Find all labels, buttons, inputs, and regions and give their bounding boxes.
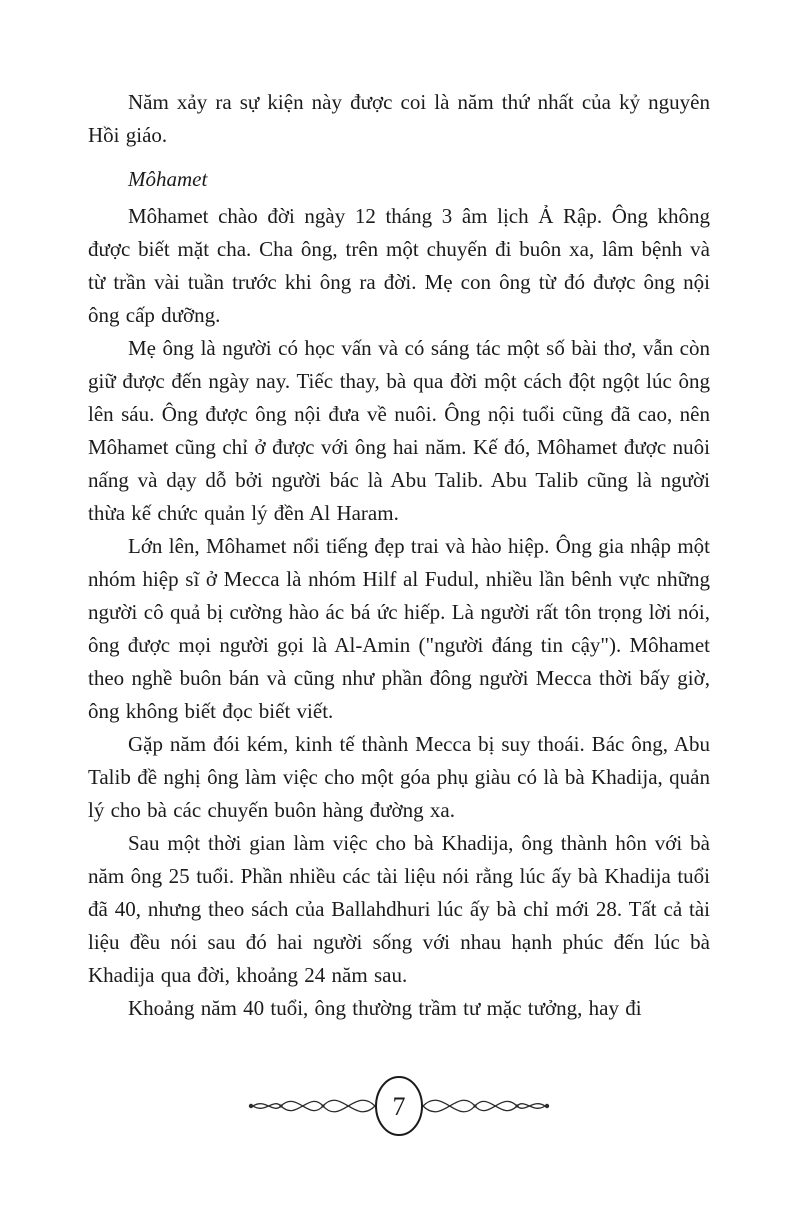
page-footer bbox=[0, 1072, 798, 1140]
paragraph: Lớn lên, Môhamet nổi tiếng đẹp trai và hào hiệp. Ông gia nhập một nhóm hiệp sĩ ở Mecca là nhóm Hilf al Fudul, nhiều lần bênh vực những người cô quả bị cường hào ác bá ức hiếp. Là người rất tôn trọng lời nói, ông được mọi người gọi là Al-Amin ("người đáng tin cậy"). Môhamet theo nghề buôn bán và cũng như phần đông người Mecca thời bấy giờ, ông không biết đọc biết viết. bbox=[88, 534, 710, 723]
page-number: 7 bbox=[392, 1092, 406, 1121]
paragraph: Gặp năm đói kém, kinh tế thành Mecca bị suy thoái. Bác ông, Abu Talib đề nghị ông làm việc cho một góa phụ giàu có là bà Khadija, quản lý cho bà các chuyến buôn hàng đường xa. bbox=[88, 732, 710, 822]
page-text bbox=[88, 86, 710, 1025]
paragraph: Sau một thời gian làm việc cho bà Khadija, ông thành hôn với bà năm ông 25 tuổi. Phần nhiều các tài liệu nói rằng lúc ấy bà Khadija tuổi đã 40, nhưng theo sách của Ballahdhuri lúc ấy bà chỉ mới 28. Tất cả tài liệu đều nói sau đó hai người sống với nhau hạnh phúc đến lúc bà Khadija qua đời, khoảng 24 năm sau. bbox=[88, 831, 710, 987]
paragraph: Năm xảy ra sự kiện này được coi là năm thứ nhất của kỷ nguyên Hồi giáo. bbox=[88, 90, 710, 147]
footer-flourish-icon bbox=[239, 1072, 559, 1140]
paragraph: Môhamet chào đời ngày 12 tháng 3 âm lịch Ả Rập. Ông không được biết mặt cha. Cha ông, trên một chuyến đi buôn xa, lâm bệnh và từ trần vài tuần trước khi ông ra đời. Mẹ con ông từ đó được ông nội ông cấp dưỡng. bbox=[88, 204, 710, 327]
paragraph: Khoảng năm 40 tuổi, ông thường trầm tư mặc tưởng, hay đi bbox=[128, 996, 642, 1020]
section-heading: Môhamet bbox=[128, 167, 208, 191]
paragraph: Mẹ ông là người có học vấn và có sáng tác một số bài thơ, vẫn còn giữ được đến ngày nay. Tiếc thay, bà qua đời một cách đột ngột lúc ông lên sáu. Ông được ông nội đưa về nuôi. Ông nội tuổi cũng đã cao, nên Môhamet cũng chỉ ở được với ông hai năm. Kế đó, Môhamet được nuôi nấng và dạy dỗ bởi người bác là Abu Talib. Abu Talib cũng là người thừa kế chức quản lý đền Al Haram. bbox=[88, 336, 710, 525]
